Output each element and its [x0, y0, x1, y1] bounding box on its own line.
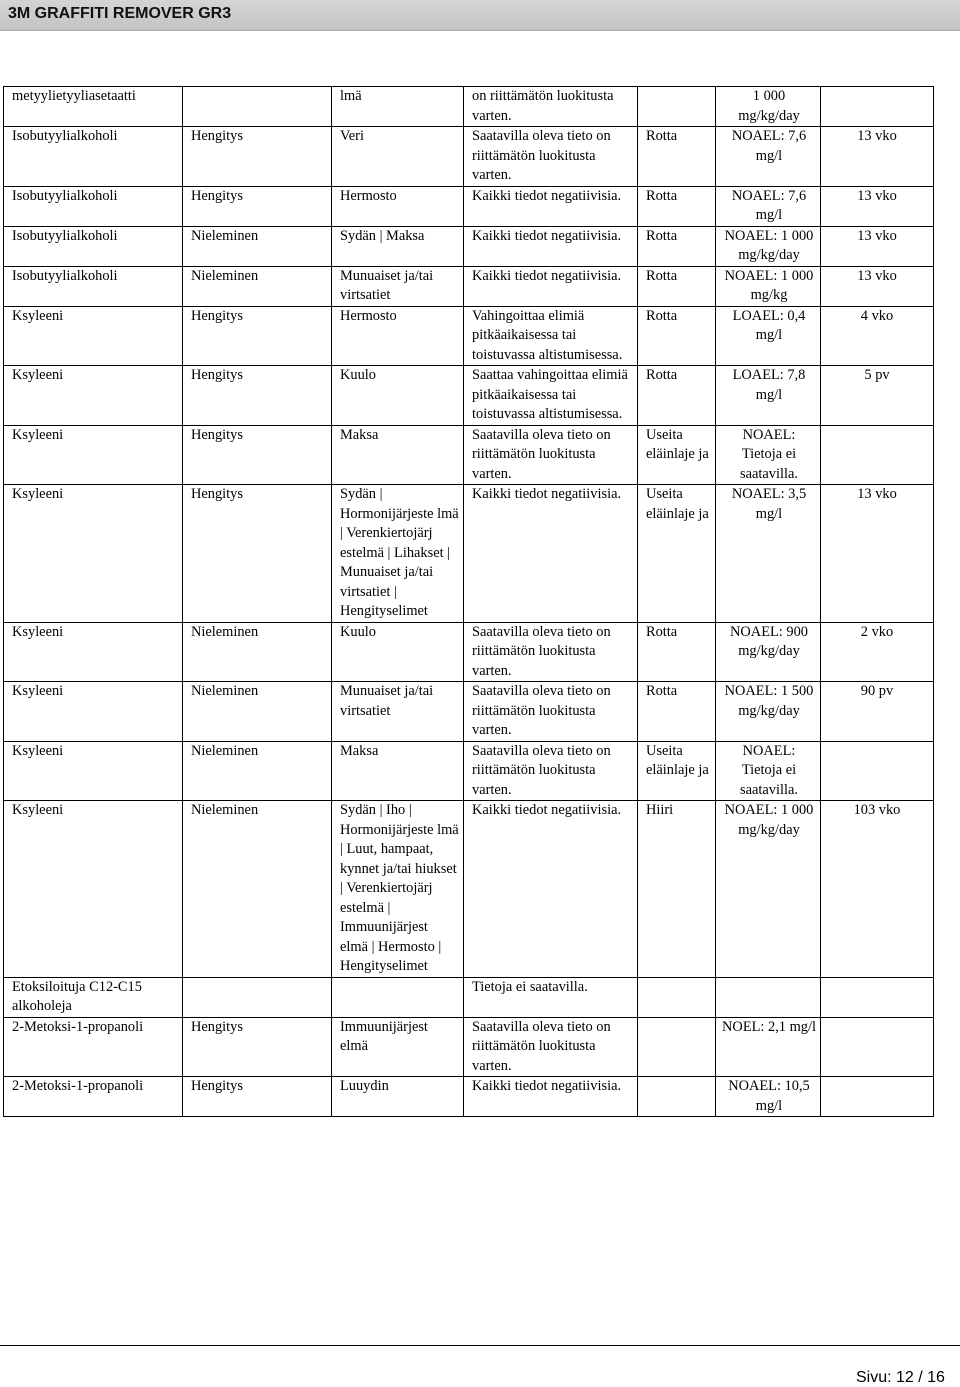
test-result-cell: NOAEL: 1 500 mg/kg/day — [716, 682, 821, 742]
substance-cell: Ksyleeni — [4, 682, 183, 742]
route-cell: Nieleminen — [183, 266, 332, 306]
species-cell: Rotta — [638, 306, 716, 366]
substance-cell: Ksyleeni — [4, 801, 183, 978]
table-row — [4, 306, 934, 366]
test-result-cell: NOAEL: 1 000 mg/kg/day — [716, 801, 821, 978]
result-cell: Kaikki tiedot negatiivisia. — [464, 485, 638, 623]
substance-cell: 2-Metoksi-1-propanoli — [4, 1017, 183, 1077]
species-cell: Rotta — [638, 366, 716, 426]
result-cell: Vahingoittaa elimiä pitkäaikaisessa tai toistuvassa altistumisessa. — [464, 306, 638, 366]
target-organ-cell: Sydän | Maksa — [332, 226, 464, 266]
test-result-cell: NOAEL: 1 000 mg/kg — [716, 266, 821, 306]
table-row — [4, 127, 934, 187]
result-cell: Tietoja ei saatavilla. — [464, 977, 638, 1017]
test-result-cell: NOAEL: 7,6 mg/l — [716, 127, 821, 187]
table-row — [4, 977, 934, 1017]
test-result-cell: NOAEL: 900 mg/kg/day — [716, 622, 821, 682]
species-cell: Useita eläinlaje ja — [638, 425, 716, 485]
substance-cell: Isobutyylialkoholi — [4, 186, 183, 226]
test-result-cell: NOEL: 2,1 mg/l — [716, 1017, 821, 1077]
exposure-duration-cell: 13 vko — [821, 485, 934, 623]
target-organ-cell: lmä — [332, 87, 464, 127]
route-cell — [183, 977, 332, 1017]
target-organ-cell: Munuaiset ja/tai virtsatiet — [332, 266, 464, 306]
target-organ-cell: Hermosto — [332, 186, 464, 226]
substance-cell: Ksyleeni — [4, 306, 183, 366]
test-result-cell: NOAEL: 10,5 mg/l — [716, 1077, 821, 1117]
table-row — [4, 366, 934, 426]
table-row — [4, 266, 934, 306]
table-row — [4, 87, 934, 127]
target-organ-cell: Hermosto — [332, 306, 464, 366]
result-cell: Kaikki tiedot negatiivisia. — [464, 801, 638, 978]
result-cell: Kaikki tiedot negatiivisia. — [464, 266, 638, 306]
species-cell: Useita eläinlaje ja — [638, 741, 716, 801]
table-row — [4, 485, 934, 623]
exposure-duration-cell: 13 vko — [821, 226, 934, 266]
test-result-cell — [716, 977, 821, 1017]
route-cell: Hengitys — [183, 1077, 332, 1117]
result-cell: Saatavilla oleva tieto on riittämätön luokitusta varten. — [464, 741, 638, 801]
route-cell: Nieleminen — [183, 682, 332, 742]
substance-cell: Ksyleeni — [4, 622, 183, 682]
exposure-duration-cell: 13 vko — [821, 127, 934, 187]
target-organ-cell: Munuaiset ja/tai virtsatiet — [332, 682, 464, 742]
species-cell — [638, 1077, 716, 1117]
test-result-cell: LOAEL: 7,8 mg/l — [716, 366, 821, 426]
exposure-duration-cell — [821, 425, 934, 485]
table-row — [4, 1017, 934, 1077]
target-organ-cell — [332, 977, 464, 1017]
test-result-cell: NOAEL: 3,5 mg/l — [716, 485, 821, 623]
target-organ-cell: Immuunijärjest elmä — [332, 1017, 464, 1077]
result-cell: Saatavilla oleva tieto on riittämätön luokitusta varten. — [464, 425, 638, 485]
route-cell: Hengitys — [183, 127, 332, 187]
result-cell: Saattaa vahingoittaa elimiä pitkäaikaisessa tai toistuvassa altistumisessa. — [464, 366, 638, 426]
species-cell: Useita eläinlaje ja — [638, 485, 716, 623]
target-organ-cell: Maksa — [332, 741, 464, 801]
test-result-cell: NOAEL: Tietoja ei saatavilla. — [716, 425, 821, 485]
table-row — [4, 226, 934, 266]
target-organ-cell: Luuydin — [332, 1077, 464, 1117]
test-result-cell: 1 000 mg/kg/day — [716, 87, 821, 127]
table-row — [4, 801, 934, 978]
result-cell: Saatavilla oleva tieto on riittämätön luokitusta varten. — [464, 1017, 638, 1077]
test-result-cell: NOAEL: Tietoja ei saatavilla. — [716, 741, 821, 801]
route-cell: Nieleminen — [183, 801, 332, 978]
target-organ-cell: Sydän | Iho | Hormonijärjeste lmä | Luut, hampaat, kynnet ja/tai hiukset | Verenkiertojärj estelmä | Immuunijärjest elmä | Hermosto | Hengityselimet — [332, 801, 464, 978]
species-cell — [638, 1017, 716, 1077]
test-result-cell: NOAEL: 1 000 mg/kg/day — [716, 226, 821, 266]
table-row — [4, 1077, 934, 1117]
result-cell: Saatavilla oleva tieto on riittämätön luokitusta varten. — [464, 622, 638, 682]
document-title: 3M GRAFFITI REMOVER GR3 — [8, 5, 232, 22]
target-organ-cell: Kuulo — [332, 622, 464, 682]
route-cell: Hengitys — [183, 186, 332, 226]
exposure-duration-cell: 13 vko — [821, 266, 934, 306]
exposure-duration-cell — [821, 1077, 934, 1117]
species-cell: Rotta — [638, 186, 716, 226]
exposure-duration-cell — [821, 1017, 934, 1077]
substance-cell: Ksyleeni — [4, 741, 183, 801]
species-cell — [638, 977, 716, 1017]
table-row — [4, 186, 934, 226]
target-organ-cell: Veri — [332, 127, 464, 187]
route-cell: Nieleminen — [183, 226, 332, 266]
result-cell: Kaikki tiedot negatiivisia. — [464, 186, 638, 226]
exposure-duration-cell: 90 pv — [821, 682, 934, 742]
route-cell: Hengitys — [183, 425, 332, 485]
page-number: Sivu: 12 / 16 — [856, 1369, 945, 1386]
substance-cell: Isobutyylialkoholi — [4, 226, 183, 266]
substance-cell: Ksyleeni — [4, 485, 183, 623]
test-result-cell: NOAEL: 7,6 mg/l — [716, 186, 821, 226]
repeated-exposure-toxicity-table — [3, 86, 934, 1117]
route-cell: Hengitys — [183, 485, 332, 623]
route-cell: Nieleminen — [183, 741, 332, 801]
result-cell: Saatavilla oleva tieto on riittämätön luokitusta varten. — [464, 682, 638, 742]
target-organ-cell: Sydän | Hormonijärjeste lmä | Verenkiertojärj estelmä | Lihakset | Munuaiset ja/tai virtsatiet | Hengityselimet — [332, 485, 464, 623]
table-row — [4, 622, 934, 682]
exposure-duration-cell: 2 vko — [821, 622, 934, 682]
substance-cell: Ksyleeni — [4, 425, 183, 485]
species-cell: Hiiri — [638, 801, 716, 978]
substance-cell: Etoksiloituja C12-C15 alkoholeja — [4, 977, 183, 1017]
result-cell: Kaikki tiedot negatiivisia. — [464, 1077, 638, 1117]
footer-divider — [0, 1345, 960, 1346]
substance-cell: 2-Metoksi-1-propanoli — [4, 1077, 183, 1117]
exposure-duration-cell — [821, 977, 934, 1017]
route-cell: Nieleminen — [183, 622, 332, 682]
result-cell: on riittämätön luokitusta varten. — [464, 87, 638, 127]
species-cell: Rotta — [638, 226, 716, 266]
route-cell: Hengitys — [183, 366, 332, 426]
exposure-duration-cell — [821, 741, 934, 801]
substance-cell: Isobutyylialkoholi — [4, 266, 183, 306]
exposure-duration-cell: 5 pv — [821, 366, 934, 426]
exposure-duration-cell: 13 vko — [821, 186, 934, 226]
target-organ-cell: Kuulo — [332, 366, 464, 426]
exposure-duration-cell: 4 vko — [821, 306, 934, 366]
document-header — [0, 0, 960, 31]
exposure-duration-cell — [821, 87, 934, 127]
route-cell: Hengitys — [183, 1017, 332, 1077]
substance-cell: metyylietyyliasetaatti — [4, 87, 183, 127]
route-cell — [183, 87, 332, 127]
table-row — [4, 682, 934, 742]
substance-cell: Isobutyylialkoholi — [4, 127, 183, 187]
exposure-duration-cell: 103 vko — [821, 801, 934, 978]
test-result-cell: LOAEL: 0,4 mg/l — [716, 306, 821, 366]
species-cell: Rotta — [638, 127, 716, 187]
species-cell: Rotta — [638, 622, 716, 682]
result-cell: Kaikki tiedot negatiivisia. — [464, 226, 638, 266]
table-row — [4, 425, 934, 485]
species-cell: Rotta — [638, 266, 716, 306]
table-row — [4, 741, 934, 801]
target-organ-cell: Maksa — [332, 425, 464, 485]
species-cell — [638, 87, 716, 127]
result-cell: Saatavilla oleva tieto on riittämätön luokitusta varten. — [464, 127, 638, 187]
species-cell: Rotta — [638, 682, 716, 742]
substance-cell: Ksyleeni — [4, 366, 183, 426]
route-cell: Hengitys — [183, 306, 332, 366]
